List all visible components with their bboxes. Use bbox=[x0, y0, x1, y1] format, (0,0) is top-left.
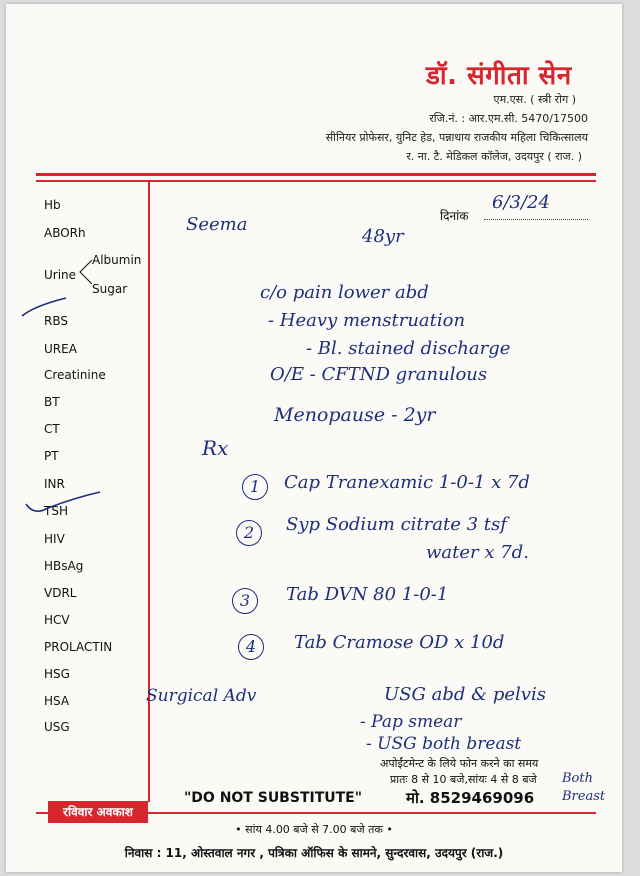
header-divider-thin bbox=[36, 180, 596, 182]
mobile-number: मो. 8529469096 bbox=[406, 789, 535, 807]
medicine-line: Cap Tranexamic 1-0-1 x 7d bbox=[284, 472, 530, 493]
test-item: HIV bbox=[44, 532, 65, 546]
date-line bbox=[484, 219, 588, 220]
test-item: Hb bbox=[44, 198, 61, 212]
test-list bbox=[44, 192, 152, 752]
test-item: VDRL bbox=[44, 586, 77, 600]
doctor-registration: रजि.नं. : आर.एम.सी. 5470/17500 bbox=[429, 112, 588, 125]
item-number: 1 bbox=[242, 474, 268, 500]
tsh-check-icon bbox=[24, 490, 104, 516]
doctor-college: र. ना. टै. मेडिकल कॉलेज, उदयपुर ( राज. ) bbox=[406, 150, 582, 163]
complaint-line: c/o pain lower abd bbox=[260, 282, 429, 303]
medicine-line-continued: water x 7d. bbox=[426, 542, 529, 563]
advice-line: USG abd & pelvis bbox=[384, 684, 546, 705]
holiday-badge: रविवार अवकाश bbox=[48, 801, 148, 823]
urine-bracket-icon bbox=[76, 258, 94, 288]
patient-age: 48yr bbox=[362, 226, 404, 247]
date-value: 6/3/24 bbox=[492, 192, 550, 213]
menopause-line: Menopause - 2yr bbox=[274, 404, 436, 426]
medicine-line: Tab Cramose OD x 10d bbox=[294, 632, 505, 653]
examination-line: O/E - CFTND granulous bbox=[270, 364, 488, 385]
appointment-line: अपोईंटमेन्ट के लिये फोन करने का समय bbox=[380, 757, 539, 770]
doctor-name: डॉ. संगीता सेन bbox=[426, 61, 572, 91]
advice-line: - USG both breast bbox=[366, 734, 522, 754]
test-item: ABORh bbox=[44, 226, 86, 240]
doctor-designation: सीनियर प्रोफेसर, युनिट हेड, पन्नाधाय राजकीय महिला चिकित्सालय bbox=[325, 131, 588, 144]
test-item: TSH bbox=[44, 504, 68, 518]
test-item: USG bbox=[44, 720, 70, 734]
complaint-line: - Heavy menstruation bbox=[268, 310, 466, 331]
item-number: 2 bbox=[236, 520, 262, 546]
item-number: 3 bbox=[232, 588, 258, 614]
test-item: HCV bbox=[44, 613, 70, 627]
surgical-advice-note: Surgical Adv bbox=[146, 686, 257, 706]
prescription-page bbox=[6, 4, 622, 872]
test-item: HBsAg bbox=[44, 559, 84, 573]
medicine-line: Tab DVN 80 1-0-1 bbox=[286, 584, 449, 605]
test-item: PROLACTIN bbox=[44, 640, 113, 654]
test-item: HSG bbox=[44, 667, 70, 681]
rbs-check-icon bbox=[20, 294, 70, 320]
test-item: Albumin bbox=[92, 253, 142, 267]
test-item: BT bbox=[44, 395, 60, 409]
test-item: RBS bbox=[44, 314, 68, 328]
test-item: UREA bbox=[44, 342, 77, 356]
appointment-hours: प्रातः 8 से 10 बजे,सांयः 4 से 8 बजे bbox=[390, 773, 537, 786]
patient-name: Seema bbox=[186, 214, 248, 235]
item-number: 4 bbox=[238, 634, 264, 660]
complaint-line: - Bl. stained discharge bbox=[306, 338, 511, 359]
test-item: Urine bbox=[44, 268, 77, 282]
do-not-substitute: "DO NOT SUBSTITUTE" bbox=[184, 790, 363, 806]
test-item: PT bbox=[44, 449, 59, 463]
test-item: INR bbox=[44, 477, 65, 491]
medicine-line: Syp Sodium citrate 3 tsf bbox=[286, 514, 507, 535]
header-divider bbox=[36, 173, 596, 176]
date-label: दिनांक bbox=[440, 209, 469, 223]
test-item: Sugar bbox=[92, 282, 128, 296]
test-item: Creatinine bbox=[44, 368, 106, 382]
advice-line: - Pap smear bbox=[360, 712, 462, 732]
clinic-timing: • सांय 4.00 बजे से 7.00 बजे तक • bbox=[235, 823, 393, 836]
test-item: HSA bbox=[44, 694, 70, 708]
corner-note: Both Breast bbox=[562, 771, 606, 804]
rx-symbol: Rx bbox=[202, 436, 229, 460]
doctor-degree: एम.एस. ( स्त्री रोग ) bbox=[493, 93, 576, 106]
test-item: CT bbox=[44, 422, 60, 436]
residence-address: निवास : 11, ओस्तवाल नगर , पत्रिका ऑफिस के सामने, सुन्दरवास, उदयपुर (राज.) bbox=[124, 846, 504, 860]
